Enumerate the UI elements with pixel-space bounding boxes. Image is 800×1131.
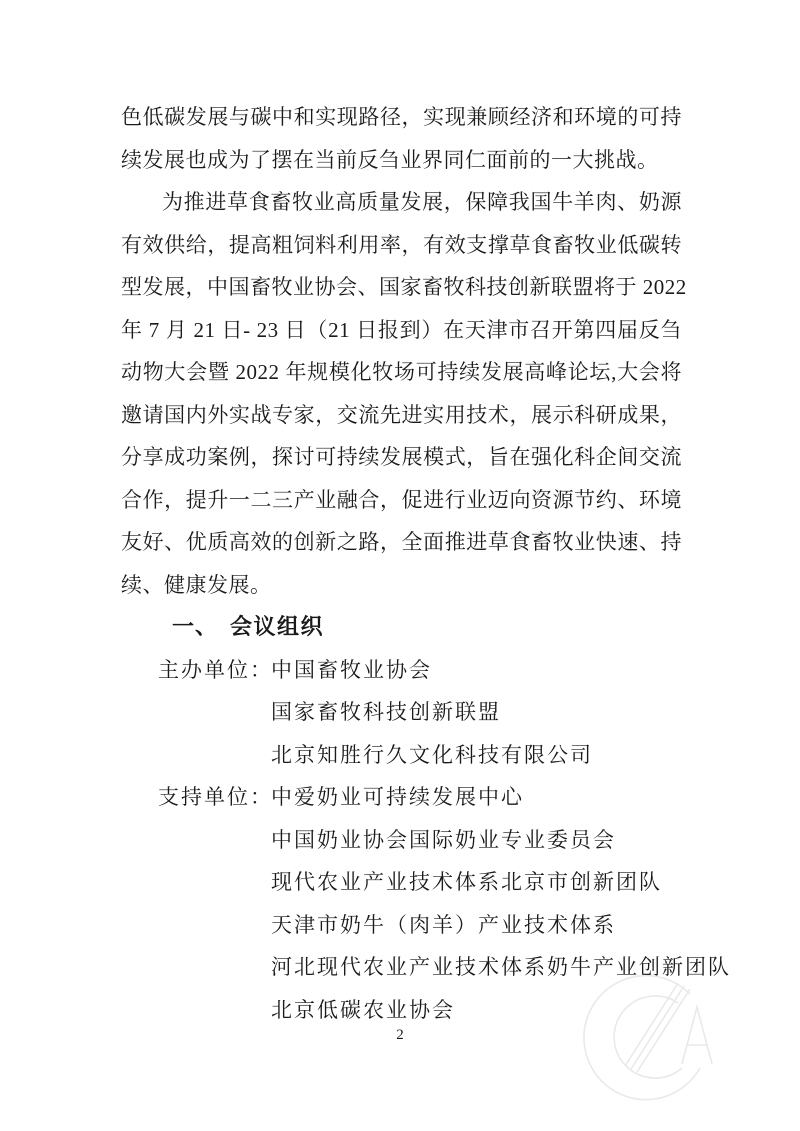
section-title: 会议组织 (230, 614, 325, 639)
organizer-row (121, 819, 682, 862)
organizer-row (121, 649, 682, 692)
organizer-name: 中爱奶业可持续发展中心 (271, 785, 524, 809)
organizer-name: 中国奶业协会国际奶业专业委员会 (271, 827, 616, 852)
organizer-row (121, 691, 682, 734)
paragraph-line: 为推进草食畜牧业高质量发展，保障我国牛羊肉、奶源 (162, 190, 682, 214)
document-body (121, 96, 731, 1031)
paragraph-line: 型发展，中国畜牧业协会、国家畜牧科技创新联盟将于 2022 (121, 275, 687, 299)
paragraph-line: 友好、优质高效的创新之路，全面推进草食畜牧业快速、持 (121, 530, 682, 554)
organizer-role-label: 主办单位： (158, 657, 273, 682)
paragraph-line: 续、健康发展。 (121, 572, 272, 597)
organizer-name: 中国畜牧业协会 (271, 657, 432, 682)
paragraph-line: 续发展也成为了摆在当前反刍业界同仁面前的一大挑战。 (121, 147, 659, 172)
organizer-name: 河北现代农业产业技术体系奶牛产业创新团队 (271, 955, 731, 979)
paragraph-line: 分享成功案例，探讨可持续发展模式，旨在强化科企间交流 (121, 445, 682, 469)
section-numeral: 一、 (172, 614, 219, 639)
paragraph-line: 有效供给，提高粗饲料利用率，有效支撑草食畜牧业低碳转 (121, 232, 682, 257)
organizer-row (121, 861, 682, 904)
paragraph-line: 邀请国内外实战专家，交流先进实用技术，展示科研成果， (121, 402, 682, 427)
organizer-row (121, 946, 731, 989)
organizer-name: 国家畜牧科技创新联盟 (271, 700, 501, 724)
organizer-row (121, 734, 682, 777)
organizer-name: 天津市奶牛（肉羊）产业技术体系 (271, 912, 616, 937)
paragraph-line: 合作，提升一二三产业融合，促进行业迈向资源节约、环境 (121, 487, 682, 512)
organizer-row (121, 904, 682, 947)
organizer-role-label: 支持单位： (158, 785, 273, 809)
organizer-name: 现代农业产业技术体系北京市创新团队 (271, 870, 662, 894)
page-number: 2 (396, 1027, 404, 1043)
organizer-name: 北京知胜行久文化科技有限公司 (271, 742, 593, 767)
paragraph-line: 年 7 月 21 日- 23 日（21 日报到）在天津市召开第四届反刍 (121, 317, 682, 342)
organizer-row (121, 776, 682, 819)
paragraph-line: 色低碳发展与碳中和实现路径，实现兼顾经济和环境的可持 (121, 105, 682, 129)
paragraph-line: 动物大会暨 2022 年规模化牧场可持续发展高峰论坛,大会将 (121, 360, 682, 384)
organizer-name: 北京低碳农业协会 (271, 997, 455, 1022)
section-heading (121, 606, 682, 649)
